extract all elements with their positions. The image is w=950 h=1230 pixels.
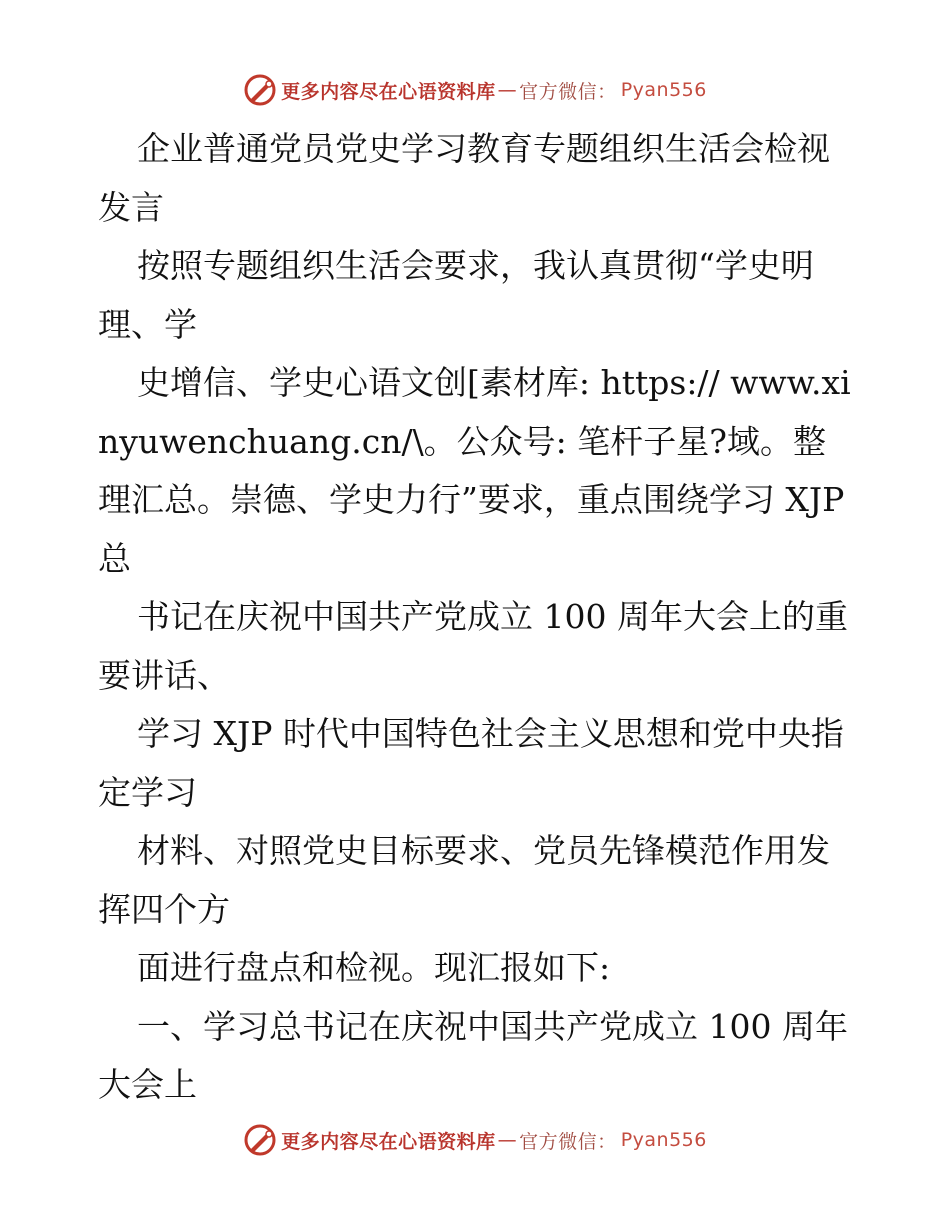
paragraph: 按照专题组织生活会要求，我认真贯彻“学史明理、学 bbox=[98, 246, 814, 344]
paragraph: 史增信、学史心语文创[素材库: https:// www.xinyuwenchuang.cn/\。公众号: 笔杆子星?域。整理汇总。崇德、学史力行”要求，重点围绕学习 XJP 总 bbox=[98, 363, 855, 578]
quill-logo-icon bbox=[243, 1123, 277, 1157]
watermark-wechat-label: 官方微信： bbox=[519, 80, 617, 103]
watermark-banner-bottom bbox=[0, 1118, 950, 1162]
watermark-dash: — bbox=[497, 79, 518, 101]
watermark-brand: 更多内容尽在心语资料库 bbox=[281, 80, 496, 103]
watermark-brand: 更多内容尽在心语资料库 bbox=[281, 1130, 496, 1153]
paragraph: 面进行盘点和检视。现汇报如下: bbox=[137, 948, 611, 987]
quill-logo-icon bbox=[243, 73, 277, 107]
watermark-dash: — bbox=[497, 1129, 518, 1151]
document-title: 企业普通党员党史学习教育专题组织生活会检视发言 bbox=[98, 129, 830, 227]
paragraph: 书记在庆祝中国共产党成立 100 周年大会上的重要讲话、 bbox=[98, 597, 848, 695]
watermark-banner-top bbox=[0, 68, 950, 112]
watermark-wechat-id: Pyan556 bbox=[620, 1129, 707, 1151]
paragraph: 学习 XJP 时代中国特色社会主义思想和党中央指定学习 bbox=[98, 714, 844, 812]
document-body bbox=[98, 120, 858, 1115]
paragraph: 材料、对照党史目标要求、党员先锋模范作用发挥四个方 bbox=[98, 831, 830, 929]
section-heading: 一、学习总书记在庆祝中国共产党成立 100 周年大会上 bbox=[98, 1006, 848, 1104]
watermark-wechat-label: 官方微信： bbox=[519, 1130, 617, 1153]
watermark-wechat-id: Pyan556 bbox=[620, 79, 707, 101]
